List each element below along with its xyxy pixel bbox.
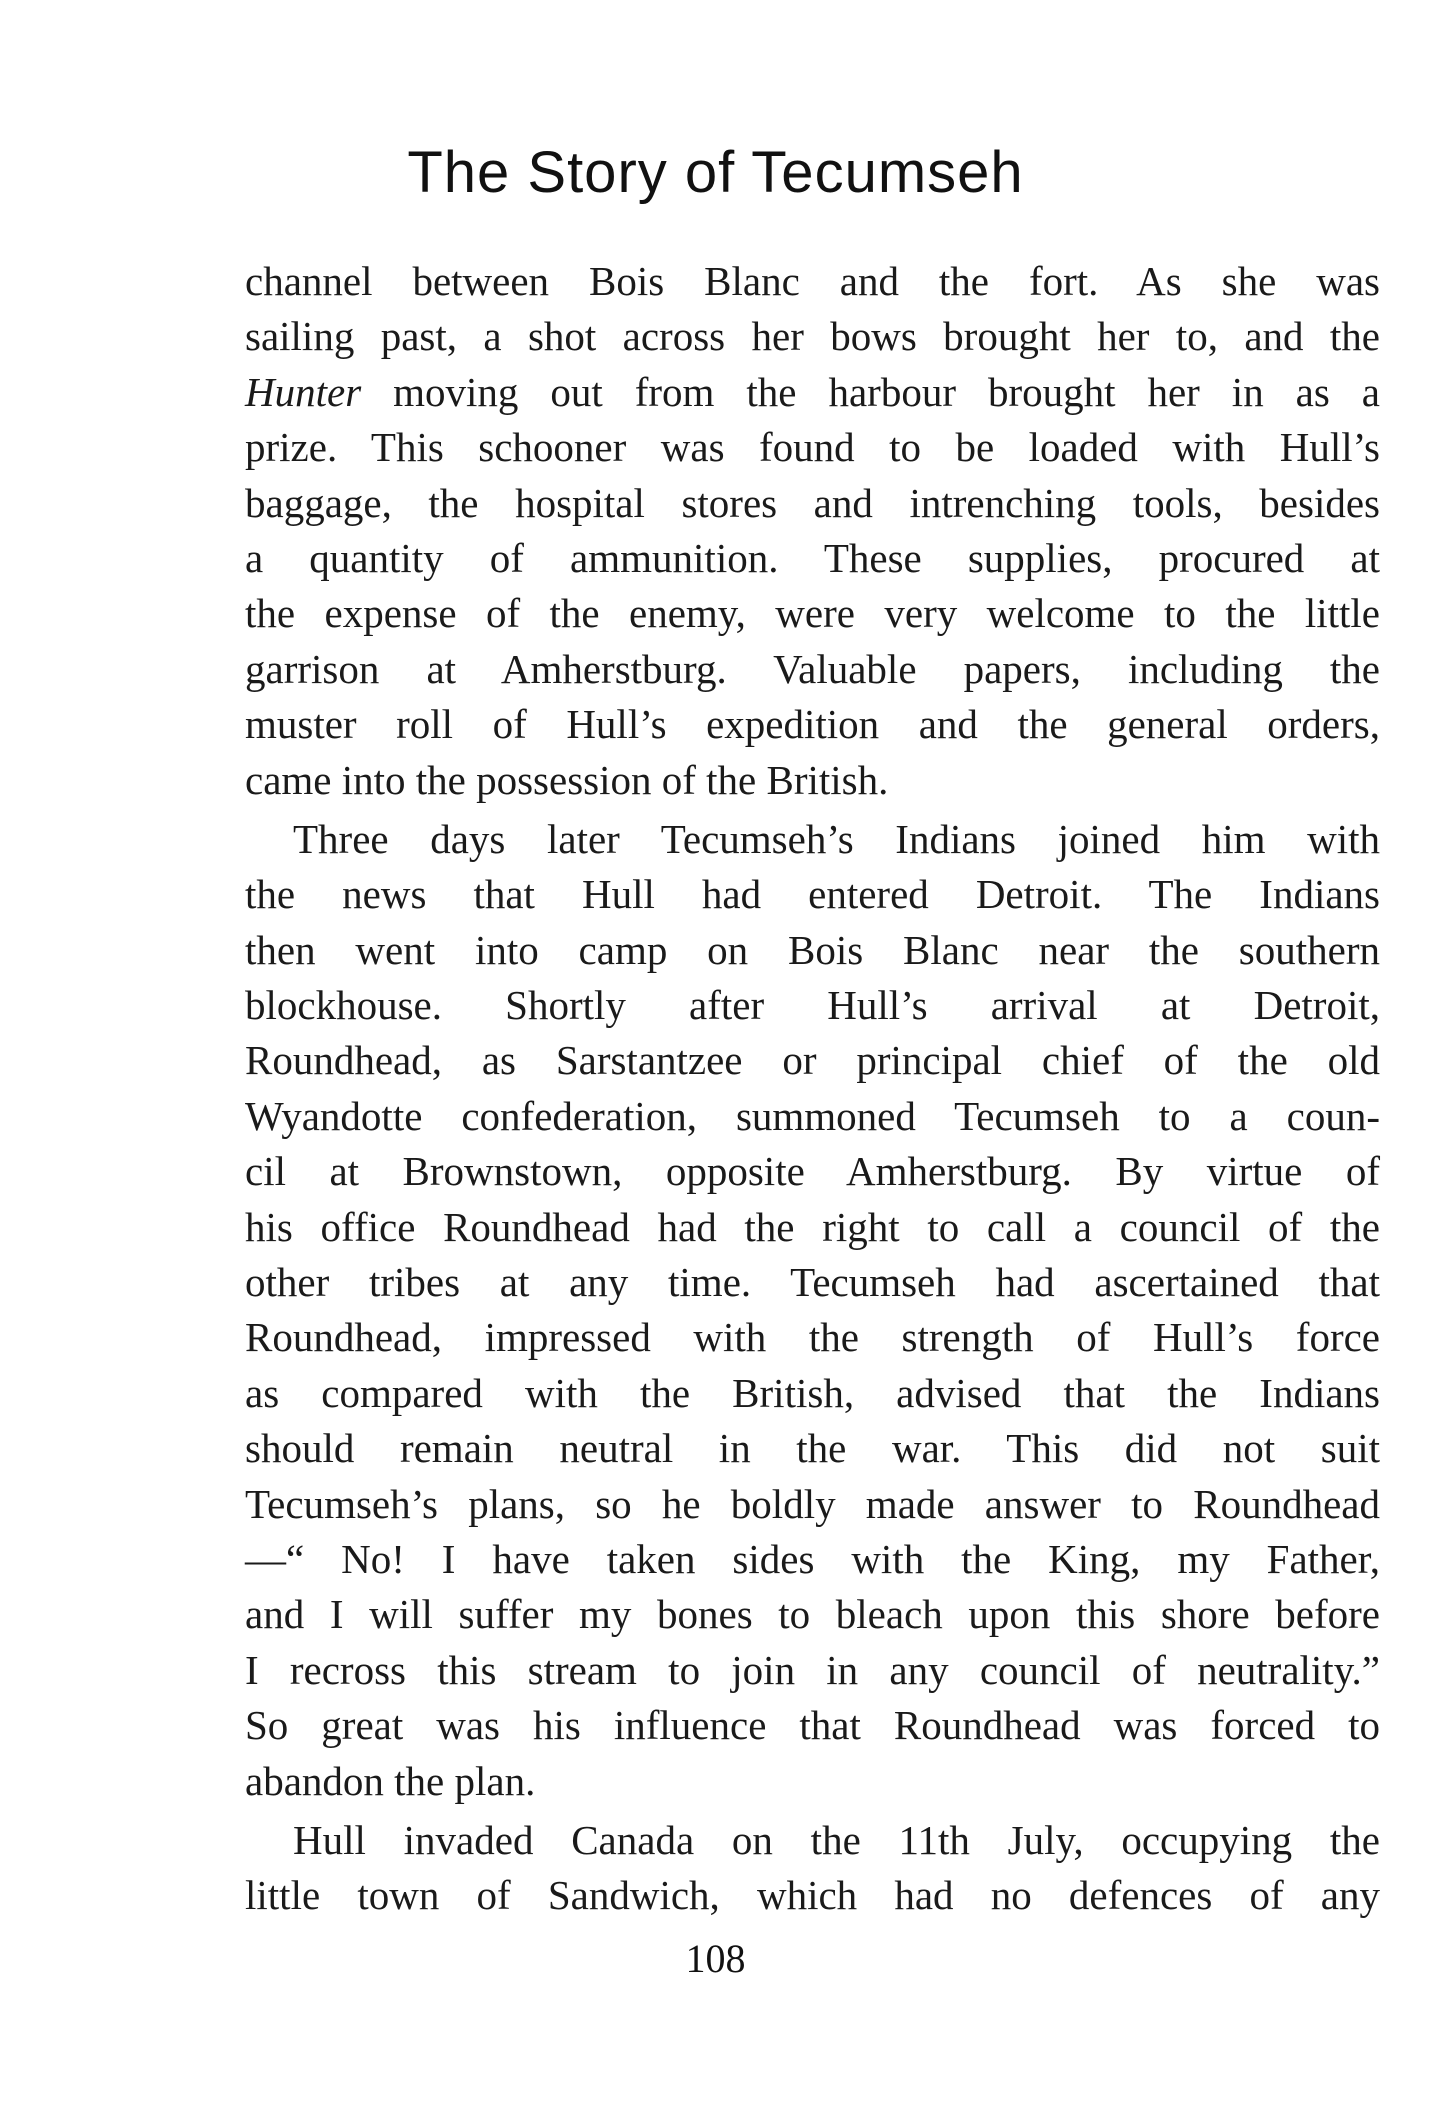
text-line: other tribes at any time. Tecumseh had ascertained that bbox=[245, 1259, 1380, 1306]
text-line: a quantity of ammunition. These supplies, procured at bbox=[245, 534, 1380, 581]
text-line: then went into camp on Bois Blanc near the southern bbox=[245, 926, 1380, 973]
text-line: muster roll of Hull’s expedition and the general orders, bbox=[245, 701, 1380, 748]
text-line-remainder: moving out from the harbour brought her in as a bbox=[361, 368, 1380, 415]
paragraph-3 bbox=[245, 1813, 1380, 1924]
text-line: the news that Hull had entered Detroit. The Indians bbox=[245, 871, 1380, 918]
text-line-with-ship-name bbox=[245, 365, 1380, 420]
text-line: Hull invaded Canada on the 11th July, occupying the bbox=[293, 1816, 1380, 1863]
paragraph-2 bbox=[245, 812, 1380, 1809]
ship-name-italic: Hunter bbox=[245, 368, 362, 415]
text-line: cil at Brownstown, opposite Amherstburg. By virtue of bbox=[245, 1148, 1380, 1195]
text-line: baggage, the hospital stores and intrenching tools, besides bbox=[245, 479, 1380, 526]
text-line: prize. This schooner was found to be loaded with Hull’s bbox=[245, 424, 1380, 471]
text-line: I recross this stream to join in any council of neutrality.” bbox=[245, 1646, 1380, 1693]
text-line: sailing past, a shot across her bows brought her to, and the bbox=[245, 313, 1380, 360]
paragraph-1 bbox=[245, 254, 1380, 808]
page-title: The Story of Tecumseh bbox=[407, 140, 1024, 205]
text-line: garrison at Amherstburg. Valuable papers, including the bbox=[245, 645, 1380, 692]
text-line: Wyandotte confederation, summoned Tecumseh to a coun- bbox=[245, 1092, 1380, 1139]
text-line: So great was his influence that Roundhead was forced to bbox=[245, 1702, 1380, 1749]
text-line: Three days later Tecumseh’s Indians joined him with bbox=[293, 815, 1380, 862]
text-line: abandon the plan. bbox=[245, 1757, 536, 1804]
body-text bbox=[245, 254, 1380, 1924]
text-line: Roundhead, as Sarstantzee or principal chief of the old bbox=[245, 1037, 1380, 1084]
text-line: Tecumseh’s plans, so he boldly made answer to Roundhead bbox=[245, 1480, 1380, 1527]
text-line: came into the possession of the British. bbox=[245, 756, 889, 803]
page-number: 108 bbox=[685, 1936, 746, 1981]
text-line: little town of Sandwich, which had no defences of any bbox=[245, 1872, 1380, 1919]
text-line: as compared with the British, advised that the Indians bbox=[245, 1369, 1380, 1416]
text-line: should remain neutral in the war. This did not suit bbox=[245, 1425, 1380, 1472]
text-line: his office Roundhead had the right to call a council of the bbox=[245, 1203, 1380, 1250]
text-line: —“ No! I have taken sides with the King, my Father, bbox=[245, 1535, 1380, 1582]
text-line: channel between Bois Blanc and the fort. As she was bbox=[245, 258, 1380, 304]
text-line: and I will suffer my bones to bleach upon this shore before bbox=[245, 1591, 1380, 1638]
text-line: blockhouse. Shortly after Hull’s arrival at Detroit, bbox=[245, 982, 1380, 1029]
text-line: the expense of the enemy, were very welcome to the little bbox=[245, 590, 1380, 637]
text-line: Roundhead, impressed with the strength of Hull’s force bbox=[245, 1314, 1380, 1361]
